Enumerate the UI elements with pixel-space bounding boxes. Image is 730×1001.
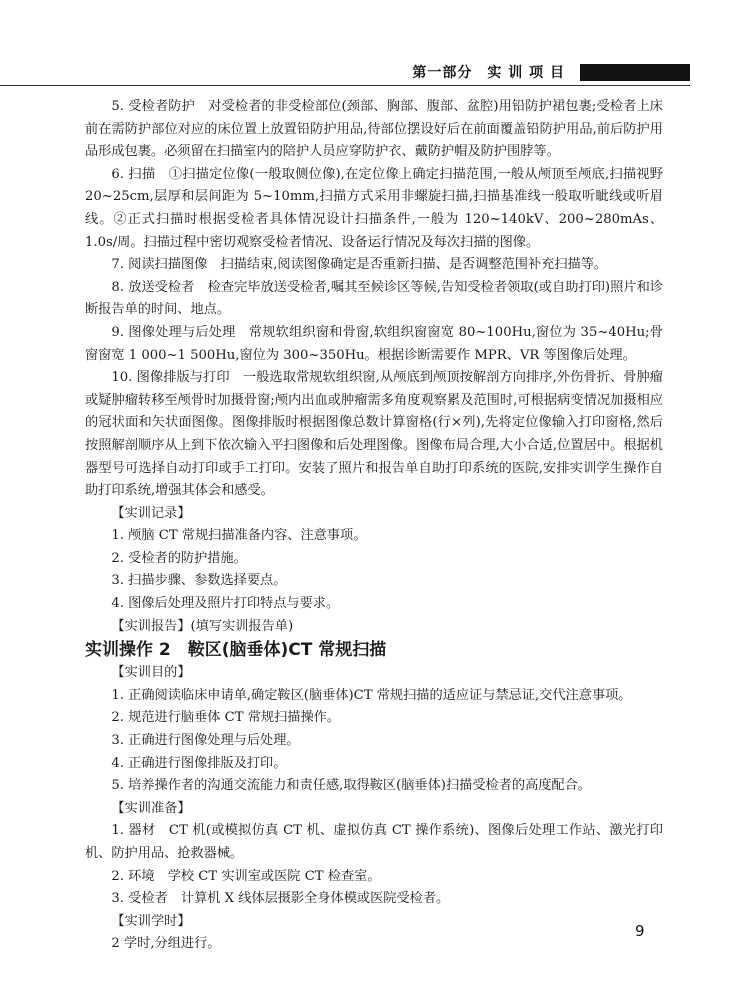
list-item: 1. 正确阅读临床申请单,确定鞍区(脑垂体)CT 常规扫描的适应证与禁忌证,交代注意事项。 (111, 687, 632, 703)
running-header (0, 62, 730, 84)
paragraph-image-processing: 9. 图像处理与后处理 常规软组织窗和骨窗,软组织窗窗宽 80~100Hu,窗位为 35~40Hu;骨窗窗宽 1 000~1 500Hu,窗位为 300~350Hu。根据诊断需要作 MPR、VR 等图像后处理。 (85, 324, 663, 363)
heading-record: 【实训记录】 (111, 505, 191, 521)
list-item: 4. 图像后处理及照片打印特点与要求。 (111, 596, 340, 612)
paragraph-read-images: 7. 阅读扫描图像 扫描结束,阅读图像确定是否重新扫描、是否调整范围补充扫描等。 (111, 257, 608, 273)
heading-report: 【实训报告】(填写实训报告单) (111, 618, 294, 634)
list-item: 2. 受检者的防护措施。 (111, 550, 247, 566)
heading-preparation: 【实训准备】 (111, 800, 191, 816)
list-item: 1. 颅脑 CT 常规扫描准备内容、注意事项。 (111, 528, 367, 544)
list-item: 1. 器材 CT 机(或模拟仿真 CT 机、虚拟仿真 CT 操作系统)、图像后处理工作站、激光打印机、防护用品、抢救器械。 (85, 823, 663, 861)
paragraph-layout-print: 10. 图像排版与打印 一般选取常规软组织窗,从颅底到颅顶按解剖方向排序,外伤骨折、骨肿瘤或疑肿瘤转移至颅骨时加摄骨窗;颅内出血或肿瘤需多角度观察累及范围时,可根据病变情况加摄相应的冠状面和矢状面图像。图像排版时根据图像总数计算窗格(行×列),先将定位像输入打印窗格,然后按照解剖顺序从上到下依次输入平扫图像和后处理图像。图像布局合理,大小合适,位置居中。根据机器型号可选择自动打印或手工打印。安装了照片和报告单自助打印系统的医院,安排实训学生操作自助打印系统,增强其体会和感受。 (85, 370, 663, 499)
header-rule (0, 85, 690, 86)
page-number: 9 (635, 922, 645, 940)
header-title: 第一部分 实 训 项 目 (412, 65, 565, 81)
list-item: 3. 扫描步骤、参数选择要点。 (111, 573, 287, 589)
list-item: 4. 正确进行图像排版及打印。 (111, 755, 287, 771)
list-item: 2. 规范进行脑垂体 CT 常规扫描操作。 (111, 710, 341, 726)
heading-hours: 【实训学时】 (111, 913, 191, 929)
header-bar (580, 64, 690, 81)
paragraph-scan: 6. 扫描 ①扫描定位像(一般取侧位像),在定位像上确定扫描范围,一般从颅顶至颅底,扫描视野 20~25cm,层厚和层间距为 5~10mm,扫描方式采用非螺旋扫描,扫描基准线一般取听眦线或听眉线。②正式扫描时根据受检者具体情况设计扫描条件,一般为 120~140kV、200~280mAs、1.0s/周。扫描过程中密切观察受检者情况、设备运行情况及每次扫描的图像。 (85, 166, 663, 250)
heading-purpose: 【实训目的】 (111, 665, 191, 681)
list-item: 5. 培养操作者的沟通交流能力和责任感,取得鞍区(脑垂体)扫描受检者的高度配合。 (111, 778, 592, 794)
list-item: 3. 正确进行图像处理与后处理。 (111, 733, 300, 749)
paragraph-protection: 5. 受检者防护 对受检者的非受检部位(颈部、胸部、腹部、盆腔)用铅防护裙包裹;受检者上床前在需防护部位对应的床位置上放置铅防护用品,待部位摆设好后在前面覆盖铅防护用品,前后防护用品形成包裹。必须留在扫描室内的陪护人员应穿防护衣、戴防护帽及防护围脖等。 (85, 99, 663, 160)
list-item: 3. 受检者 计算机 X 线体层摄影全身体模或医院受检者。 (111, 891, 450, 907)
paragraph-release-patient: 8. 放送受检者 检查完毕放送受检者,嘱其至候诊区等候,告知受检者领取(或自助打印)照片和诊断报告单的时间、地点。 (85, 279, 663, 318)
page-body (85, 96, 663, 956)
list-item: 2 学时,分组进行。 (111, 936, 221, 952)
list-item: 2. 环境 学校 CT 实训室或医院 CT 检查室。 (111, 868, 381, 884)
section-title: 实训操作 2 鞍区(脑垂体)CT 常规扫描 (85, 640, 387, 661)
